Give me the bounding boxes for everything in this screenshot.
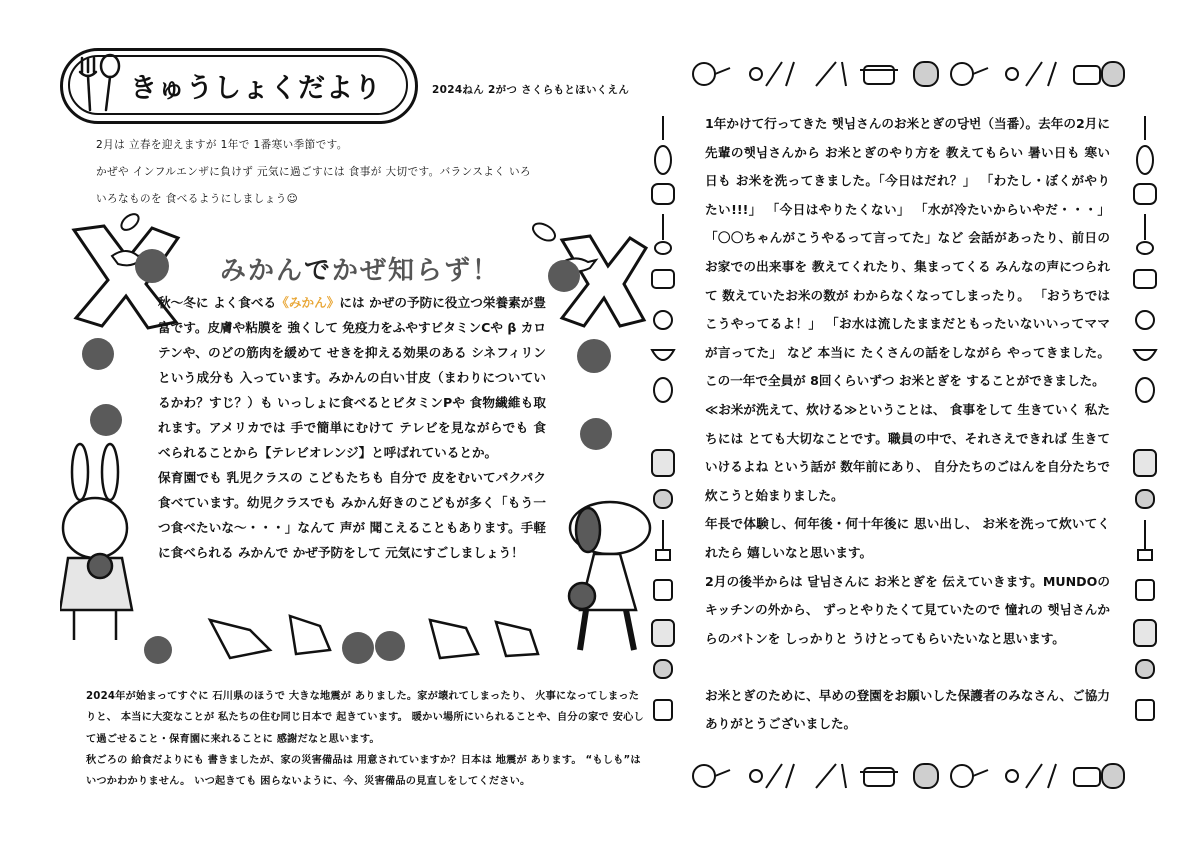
- disaster-note: [86, 686, 646, 792]
- feature-text: 秋～冬に よく食べる: [158, 295, 277, 310]
- feature-paragraph: 保育園でも 乳児クラスの こどもたちも 自分で 皮をむいてパクパク食べています。幼児クラスでも みかん好きのこどもが多く「もう一つ食べたいな～・・・」なんて 声が 聞こえることもあります。手軽に食べられる みかんで かぜ予防をして 元気にすごしましょう！: [158, 470, 546, 560]
- dog-illustration: [569, 502, 650, 650]
- rabbit-illustration: [60, 444, 132, 640]
- feature-title-de: で: [304, 256, 333, 286]
- page-title: きゅうしょくだより: [130, 73, 382, 104]
- disaster-paragraph: 秋ごろの 給食だよりにも 書きましたが、家の災害備品は 用意されていますか？日本は 地震が あります。 “もしも”は いつかわかりません。 いつ起きても 困らないように、今、災害備品の見直しをしてください。: [86, 754, 641, 788]
- intro-line: 2月は 立春を迎えますが 1年で 1番寒い季節です。: [96, 139, 348, 151]
- mouse-illustration: [210, 616, 538, 658]
- article-paragraph: ≪お米が洗えて、炊ける≫ということは、 食事をして 生きていく 私たちには とても大切なことです。職員の中で、それさえできれば 生きていけるよね という話が 数年前にあり、 自分たちのごはんを自分たちで炊こうと始まりました。: [705, 401, 1110, 503]
- mikan-highlight: 《みかん》: [276, 295, 340, 310]
- feature-title-mikan: みかん: [220, 256, 305, 286]
- intro-line: かぜや インフルエンザに負けず 元気に過ごすには 食事が 大切です。バランスよく いろ: [96, 166, 532, 178]
- fork-spoon-icon: [72, 52, 126, 114]
- feature-text: には かぜの予防に役立つ栄養素が豊富です。皮膚や粘膜を 強くして 免疫力をふやすビタミンCや β カロテンや、のどの筋肉を緩めて せきを抑える効果のある シネフィリンという成分も 入っています。みかんの白い甘皮（まわりについているかわ？すじ？）も いっしょに食べるとビタミンPや 食物繊維も取れます。アメリカでは 手で簡単にむけて テレビを見ながらでも 食べられることから【テレビオレンジ】と呼ばれているとか。: [158, 295, 547, 460]
- kitchen-utensil-icon: [686, 758, 1126, 794]
- article-paragraph: 2月の後半からは 달님さんに お米とぎを 伝えていきます。MUNDOのキッチンの外から、 ずっとやりたくて見ていたので 憧れの 햇님さんからのバトンを しっかりと うけとってもらいたいなと思います。: [705, 573, 1110, 646]
- intro-line: いろなものを 食べるようにしましょう☺: [96, 193, 299, 205]
- feature-title: [220, 250, 500, 287]
- disaster-paragraph: 2024年が始まってすぐに 石川県のほうで 大きな地震が ありました。家が壊れてしまったり、 火事になってしまったりと、 本当に大変なことが 私たちの住む同じ日本で 起きています。 暖かい場所にいられることや、自分の家で 安心して過ごせること・保育園に来れることに 感謝だなと思います。: [86, 691, 644, 745]
- article-paragraph: 1年かけて行ってきた 햇님さんのお米とぎの당번（当番）。去年の2月に 先輩の햇님さんから お米とぎのやり方を 教えてもらい 暑い日も 寒い日も お米を洗ってきました。「今日はだれ？」 「わたし・ぼくがやりたい!!!」 「今日はやりたくない」 「水が冷たいからいやだ・・・」 「〇〇ちゃんがこうやるって言ってた」など 会話があったり、前日の お家での出来事を 教えてくれたり、集まってくる みんなの声につられて 数えていたお米の数が わからなくなってしまったり。 「おうちではこうやってるよ！」 「お水は流したままだともったいないいってママが言ってた」 など 本当に たくさんの話をしながら やってきました。 この一年で全員が 8回くらいずつ お米とぎを することができました。: [705, 116, 1110, 389]
- feature-body: [158, 290, 546, 565]
- feature-title-rest: かぜ知らず！: [332, 256, 501, 286]
- kitchen-utensil-icon: [1130, 110, 1160, 750]
- article-paragraph: 年長で体験し、何年後・何十年後に 思い出し、 お米を洗って炊いてくれたら 嬉しいなと思います。: [705, 516, 1110, 560]
- intro-section: [96, 132, 644, 213]
- feature-paragraph: [158, 290, 546, 465]
- kitchen-utensil-icon: [648, 110, 678, 750]
- kitchen-utensil-icon: [686, 56, 1126, 92]
- rice-washing-article: [705, 110, 1110, 739]
- date-line: 2024ねん 2がつ さくらもとほいくえん: [432, 84, 630, 96]
- article-paragraph: お米とぎのために、早めの登園をお願いした保護者のみなさん、ご協力ありがとうございました。: [705, 687, 1110, 732]
